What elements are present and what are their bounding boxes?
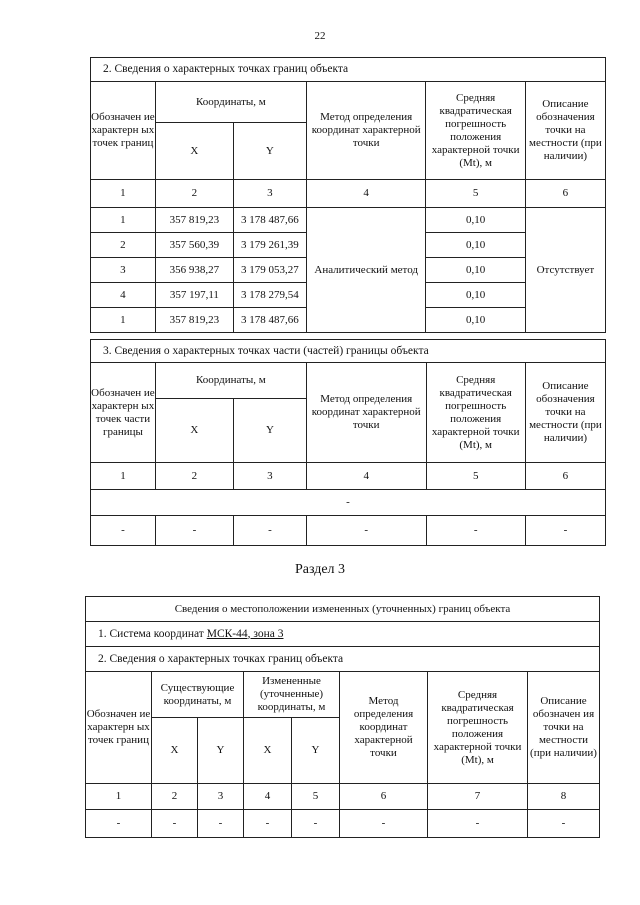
- table-row: [86, 810, 600, 838]
- dash-cell: -: [525, 516, 605, 546]
- dash-cell: -: [233, 516, 306, 546]
- header-method: Метод определения координат характерной точки: [306, 363, 426, 463]
- coord-y: 3 178 279,54: [233, 283, 306, 308]
- header-x: X: [155, 123, 233, 180]
- dash-cell: -: [91, 516, 156, 546]
- boundary-part-points-table: [90, 339, 606, 546]
- coord-x: 356 938,27: [155, 258, 233, 283]
- dash-cell: -: [155, 516, 233, 546]
- dash-cell: -: [86, 810, 152, 838]
- merged-dash-row: -: [91, 490, 606, 516]
- col-number: 4: [306, 180, 426, 208]
- header-coordinates: Координаты, м: [155, 82, 306, 123]
- point-number: 3: [91, 258, 156, 283]
- col-number: 1: [91, 463, 156, 490]
- table-title: 2. Сведения о характерных точках границ объекта: [91, 58, 606, 82]
- header-designation: Обозначен ие характерн ых точек границ: [91, 82, 156, 180]
- dash-cell: -: [426, 516, 525, 546]
- mt-value: 0,10: [426, 258, 525, 283]
- header-x: X: [244, 718, 292, 784]
- method-value: Аналитический метод: [306, 208, 426, 333]
- point-number: 1: [91, 208, 156, 233]
- coord-x: 357 560,39: [155, 233, 233, 258]
- changed-boundary-table: [85, 596, 600, 838]
- coord-x: 357 819,23: [155, 308, 233, 333]
- point-number: 1: [91, 308, 156, 333]
- page-number: 22: [314, 30, 326, 42]
- col-number: 8: [528, 784, 600, 810]
- table-title: 3. Сведения о характерных точках части (частей) границы объекта: [91, 340, 606, 363]
- coord-y: 3 178 487,66: [233, 208, 306, 233]
- col-number: 2: [155, 463, 233, 490]
- dash-cell: -: [528, 810, 600, 838]
- dash-cell: -: [340, 810, 428, 838]
- header-y: Y: [198, 718, 244, 784]
- header-coordinates: Координаты, м: [155, 363, 306, 399]
- table-subtitle: 2. Сведения о характерных точках границ объекта: [86, 647, 600, 672]
- mt-value: 0,10: [426, 283, 525, 308]
- col-number: 4: [306, 463, 426, 490]
- col-number: 1: [86, 784, 152, 810]
- dash-cell: -: [244, 810, 292, 838]
- header-method: Метод определения координат характерной точки: [340, 672, 428, 784]
- col-number: 6: [340, 784, 428, 810]
- col-number: 1: [91, 180, 156, 208]
- coord-y: 3 178 487,66: [233, 308, 306, 333]
- col-number: 6: [525, 180, 605, 208]
- coord-y: 3 179 053,27: [233, 258, 306, 283]
- col-number: 7: [428, 784, 528, 810]
- col-number: 2: [152, 784, 198, 810]
- header-description: Описание обозначения точки на местности (при наличии): [525, 363, 605, 463]
- coord-x: 357 819,23: [155, 208, 233, 233]
- header-description: Описание обозначен ия точки на местности (при наличии): [528, 672, 600, 784]
- dash-cell: -: [292, 810, 340, 838]
- table-row: [91, 516, 606, 546]
- col-number: 6: [525, 463, 605, 490]
- dash-cell: -: [306, 516, 426, 546]
- coordinate-system-prefix: 1. Система координат: [98, 627, 207, 640]
- header-mt: Средняя квадратическая погрешность положения характерной точки (Mt), м: [428, 672, 528, 784]
- col-number: 5: [426, 180, 525, 208]
- dash-cell: -: [198, 810, 244, 838]
- header-changed-coordinates: Измененные (уточненные) координаты, м: [244, 672, 340, 718]
- col-number: 3: [233, 463, 306, 490]
- header-method: Метод определения координат характерной точки: [306, 82, 426, 180]
- col-number: 5: [292, 784, 340, 810]
- coordinate-system-value: МСК-44, зона 3: [206, 627, 284, 640]
- header-existing-coordinates: Существующие координаты, м: [152, 672, 244, 718]
- table-row: [91, 208, 606, 233]
- col-number: 3: [233, 180, 306, 208]
- coord-x: 357 197,11: [155, 283, 233, 308]
- header-mt: Средняя квадратическая погрешность положения характерной точки (Mt), м: [426, 363, 525, 463]
- col-number: 2: [155, 180, 233, 208]
- mt-value: 0,10: [426, 208, 525, 233]
- col-number: 5: [426, 463, 525, 490]
- header-x: X: [155, 399, 233, 463]
- header-designation: Обозначен ие характерн ых точек части границы: [91, 363, 156, 463]
- dash-cell: -: [428, 810, 528, 838]
- section-title: Раздел 3: [294, 562, 346, 577]
- boundary-points-table: [90, 57, 606, 333]
- col-number: 4: [244, 784, 292, 810]
- header-y: Y: [292, 718, 340, 784]
- col-number: 3: [198, 784, 244, 810]
- coord-y: 3 179 261,39: [233, 233, 306, 258]
- header-x: X: [152, 718, 198, 784]
- header-y: Y: [233, 123, 306, 180]
- header-y: Y: [233, 399, 306, 463]
- point-number: 4: [91, 283, 156, 308]
- coordinate-system: [86, 622, 600, 647]
- header-designation: Обозначен ие характерн ых точек границ: [86, 672, 152, 784]
- table-title: Сведения о местоположении измененных (уточненных) границ объекта: [86, 597, 600, 622]
- mt-value: 0,10: [426, 308, 525, 333]
- dash-cell: -: [152, 810, 198, 838]
- point-number: 2: [91, 233, 156, 258]
- header-description: Описание обозначения точки на местности (при наличии): [525, 82, 605, 180]
- description-value: Отсутствует: [525, 208, 605, 333]
- header-mt: Средняя квадратическая погрешность положения характерной точки (Mt), м: [426, 82, 525, 180]
- mt-value: 0,10: [426, 233, 525, 258]
